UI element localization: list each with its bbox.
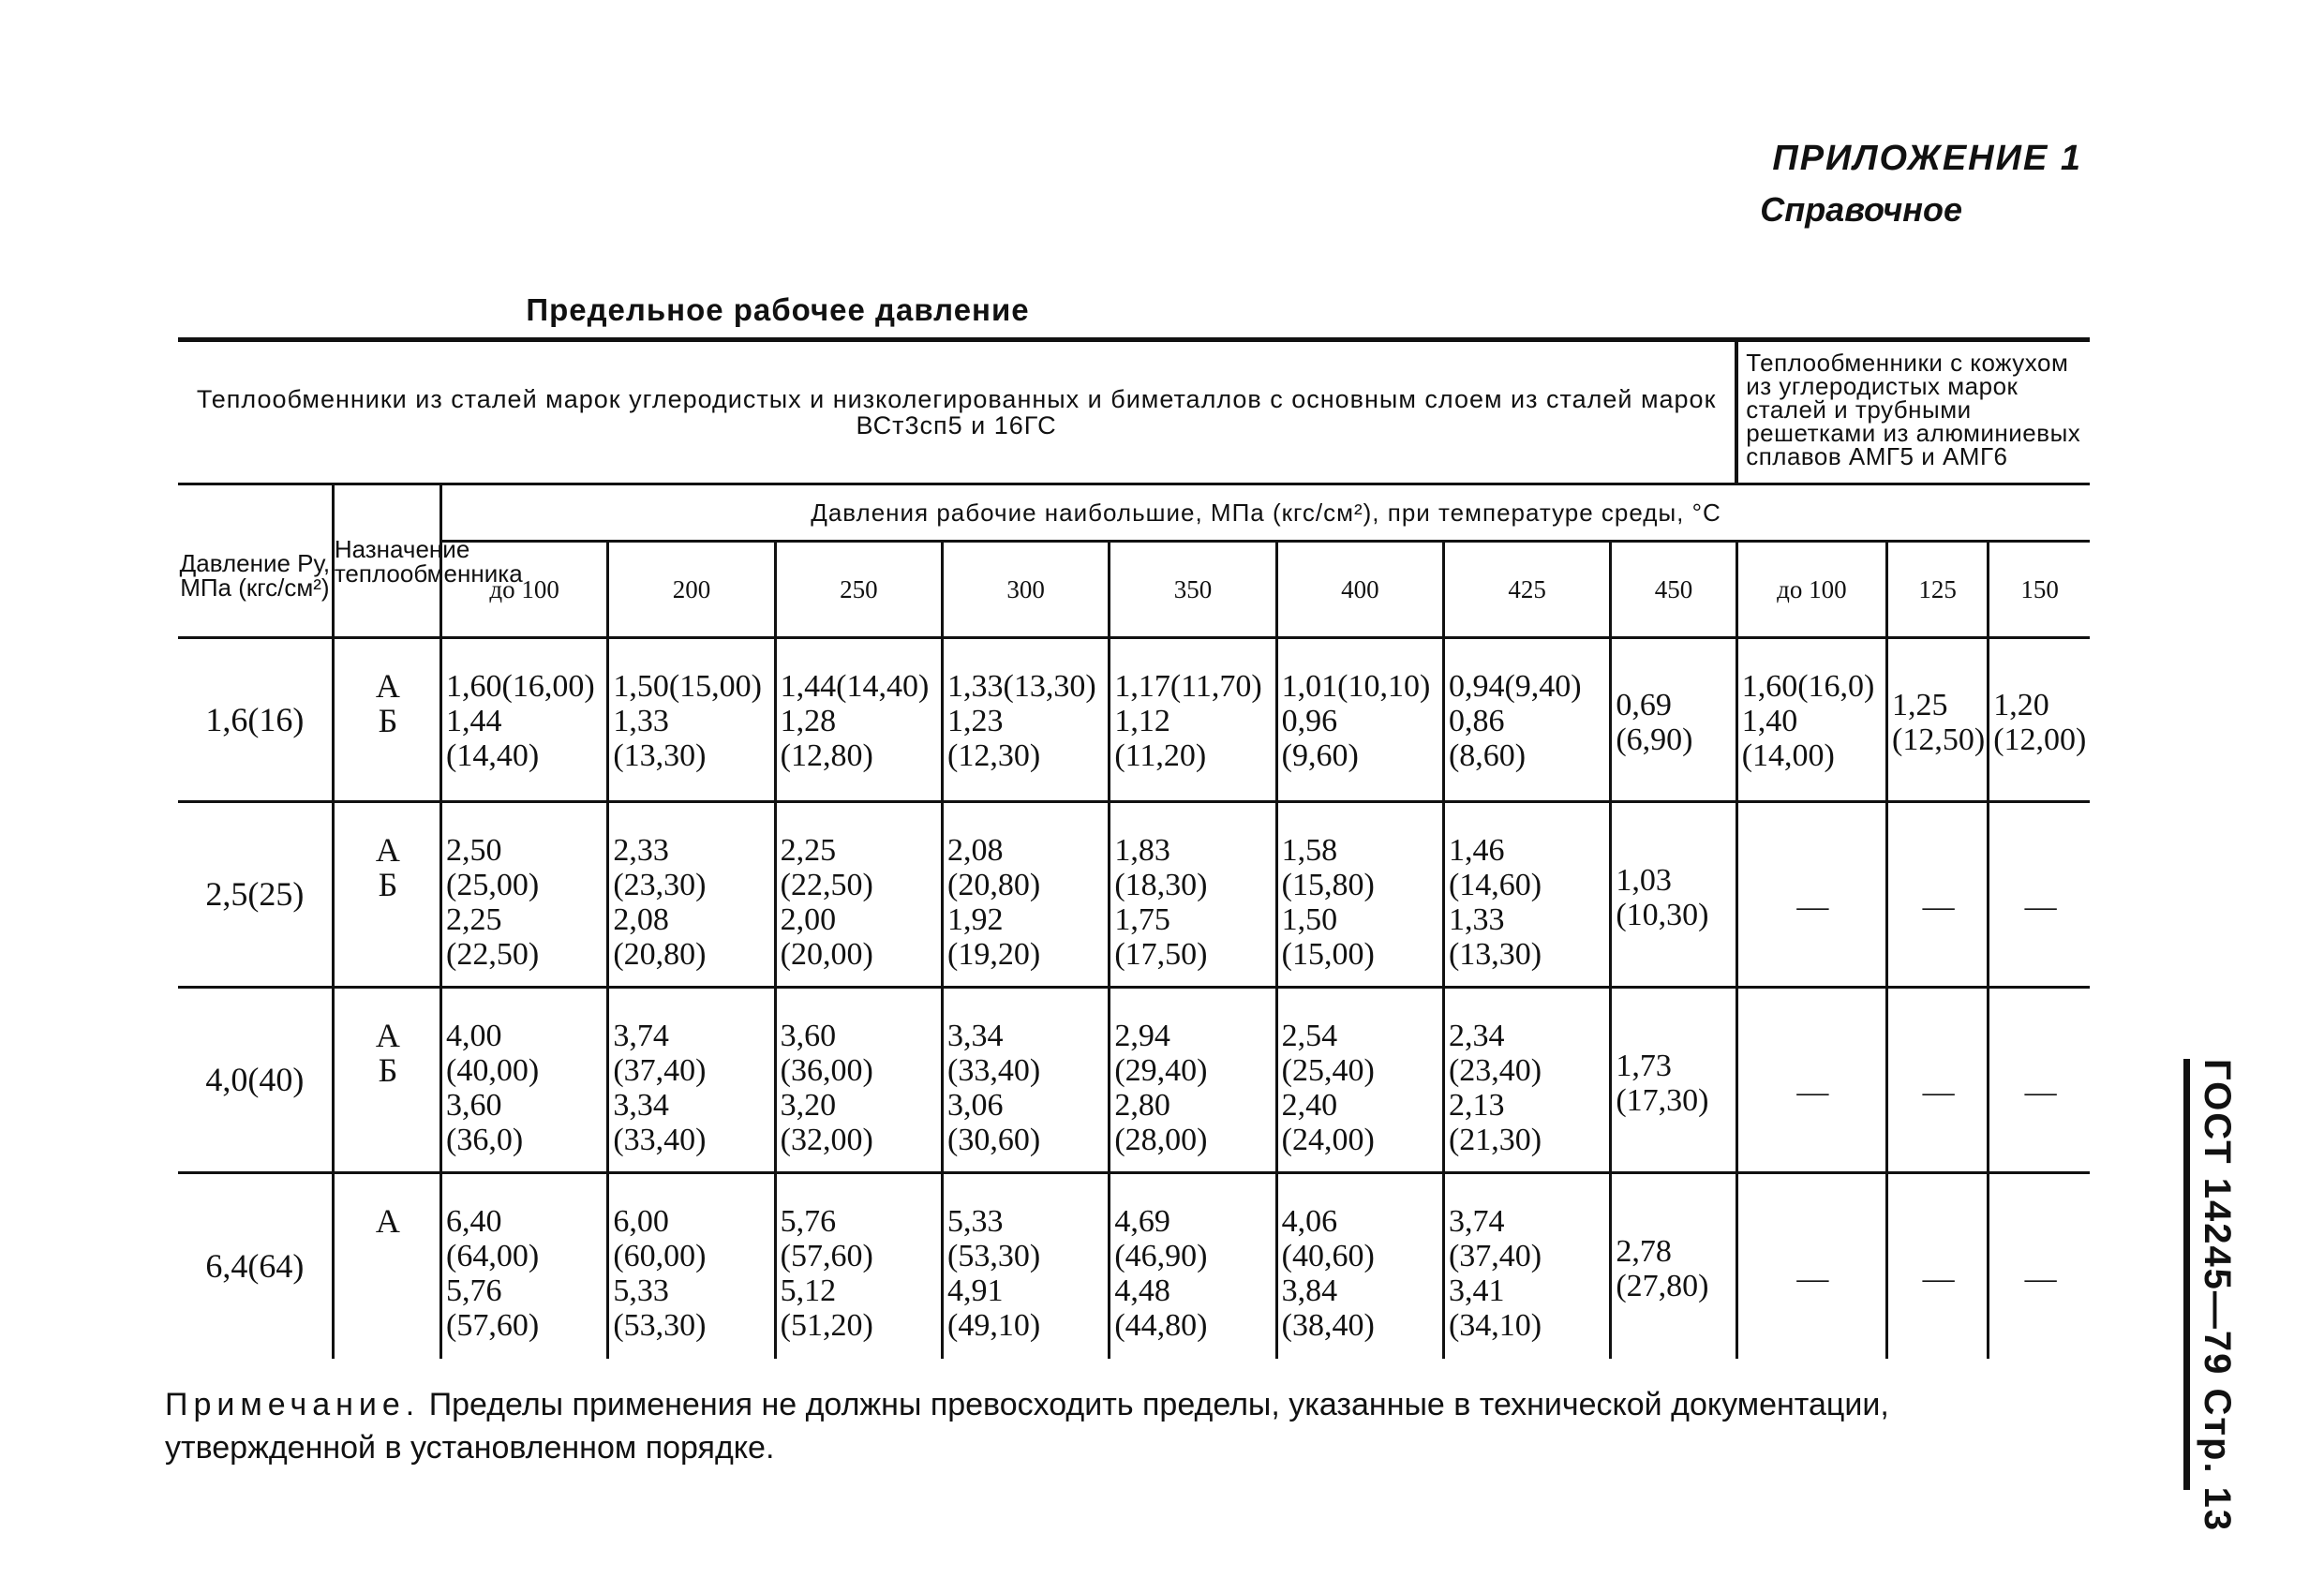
- span-header-row: [178, 484, 2090, 542]
- temp-header: 250: [775, 542, 942, 638]
- table-cell: 2,78 (27,80): [1611, 1173, 1736, 1359]
- table-cell: —: [1887, 802, 1989, 988]
- purpose-header: Назначение теплообменника: [333, 484, 440, 638]
- temp-header: 400: [1276, 542, 1443, 638]
- appendix-heading: [1760, 139, 2082, 230]
- table-cell: 0,69 (6,90): [1611, 638, 1736, 802]
- group1-header: Теплообменники из сталей марок углеродистых и низколегированных и биметаллов с основным слоем из сталей марок ВСт3сп5 и 16ГС: [178, 340, 1736, 484]
- note-text: Пределы применения не должны превосходить пределы, указанные в технической документации, утвержденной в установленном порядке.: [165, 1387, 1889, 1466]
- temp-header: 150: [1989, 542, 2090, 638]
- side-rule: [2183, 1059, 2190, 1490]
- side-label: [2183, 1059, 2238, 1533]
- table-row: [178, 802, 2090, 988]
- table-cell: 2,33 (23,30) 2,08 (20,80): [608, 802, 775, 988]
- row-pressure: 2,5(25): [178, 802, 333, 988]
- temp-header: 125: [1887, 542, 1989, 638]
- temp-header: 450: [1611, 542, 1736, 638]
- table-cell: 1,33(13,30) 1,23 (12,30): [943, 638, 1110, 802]
- table-row: [178, 1173, 2090, 1359]
- appendix-title: ПРИЛОЖЕНИЕ 1: [1772, 139, 2082, 178]
- group2-header: Теплообменники с кожухом из углеродистых марок сталей и трубными решетками из алюминиевых сплавов АМГ5 и АМГ6: [1736, 340, 2090, 484]
- table-cell: 1,60(16,00) 1,44 (14,40): [441, 638, 608, 802]
- table-cell: 3,74 (37,40) 3,41 (34,10): [1443, 1173, 1610, 1359]
- table-cell: 4,06 (40,60) 3,84 (38,40): [1276, 1173, 1443, 1359]
- temp-header: до 100: [1736, 542, 1886, 638]
- table-cell: —: [1989, 988, 2090, 1173]
- table-cell: —: [1887, 988, 1989, 1173]
- table-cell: 2,25 (22,50) 2,00 (20,00): [775, 802, 942, 988]
- note-lead: Примечание.: [165, 1387, 421, 1422]
- table-cell: 6,40 (64,00) 5,76 (57,60): [441, 1173, 608, 1359]
- table-cell: 3,60 (36,00) 3,20 (32,00): [775, 988, 942, 1173]
- table-cell: 1,83 (18,30) 1,75 (17,50): [1110, 802, 1276, 988]
- group-header-row: [178, 340, 2090, 484]
- row-pressure: 6,4(64): [205, 1246, 305, 1285]
- table-cell: —: [1989, 802, 2090, 988]
- table-cell: 4,69 (46,90) 4,48 (44,80): [1110, 1173, 1276, 1359]
- table-cell: 5,33 (53,30) 4,91 (49,10): [943, 1173, 1110, 1359]
- temp-header: 300: [943, 542, 1110, 638]
- pressure-table: [178, 337, 2090, 1359]
- table-cell: 2,54 (25,40) 2,40 (24,00): [1276, 988, 1443, 1173]
- temp-header: до 100: [441, 542, 608, 638]
- row-pressure: 1,6(16): [178, 638, 333, 802]
- table-cell: 1,17(11,70) 1,12 (11,20): [1110, 638, 1276, 802]
- table-row: [178, 638, 2090, 802]
- table-cell: —: [1989, 1173, 2090, 1359]
- row-pressure: 4,0(40): [178, 988, 333, 1173]
- pressure-header: Давление Pу, МПа (кгс/см²): [178, 484, 333, 638]
- table-cell: 1,58 (15,80) 1,50 (15,00): [1276, 802, 1443, 988]
- table-cell: 1,20 (12,00): [1989, 638, 2090, 802]
- table-cell: 3,74 (37,40) 3,34 (33,40): [608, 988, 775, 1173]
- table-note: [165, 1383, 2095, 1469]
- temp-header: 350: [1110, 542, 1276, 638]
- temp-header: 200: [608, 542, 775, 638]
- table-cell: 1,60(16,0) 1,40 (14,00): [1736, 638, 1886, 802]
- table-cell: 3,34 (33,40) 3,06 (30,60): [943, 988, 1110, 1173]
- standard-page-label: ГОСТ 14245—79 Стр. 13: [2197, 1059, 2238, 1533]
- table-cell: —: [1736, 988, 1886, 1173]
- table-cell: 2,08 (20,80) 1,92 (19,20): [943, 802, 1110, 988]
- row-purpose: А Б: [333, 638, 440, 802]
- table-cell: 2,34 (23,40) 2,13 (21,30): [1443, 988, 1610, 1173]
- table-cell: 1,03 (10,30): [1611, 802, 1736, 988]
- row-purpose: А: [333, 1173, 440, 1359]
- table-row: [178, 988, 2090, 1173]
- table-cell: 6,00 (60,00) 5,33 (53,30): [608, 1173, 775, 1359]
- appendix-subtitle: Справочное: [1760, 190, 1962, 229]
- table-cell: 1,44(14,40) 1,28 (12,80): [775, 638, 942, 802]
- table-title: Предельное рабочее давление: [526, 292, 1030, 327]
- table-cell: —: [1736, 1173, 1886, 1359]
- row-purpose: А Б: [333, 802, 440, 988]
- table-cell: 2,94 (29,40) 2,80 (28,00): [1110, 988, 1276, 1173]
- table-body: [178, 340, 2090, 1359]
- table-cell: —: [1736, 802, 1886, 988]
- table-cell: 1,73 (17,30): [1611, 988, 1736, 1173]
- table-cell: 5,76 (57,60) 5,12 (51,20): [775, 1173, 942, 1359]
- table-cell: 4,00 (40,00) 3,60 (36,0): [441, 988, 608, 1173]
- table-cell: 1,46 (14,60) 1,33 (13,30): [1443, 802, 1610, 988]
- table-cell: 1,01(10,10) 0,96 (9,60): [1276, 638, 1443, 802]
- temp-header: 425: [1443, 542, 1610, 638]
- table-cell: 1,50(15,00) 1,33 (13,30): [608, 638, 775, 802]
- table-cell: 1,25 (12,50): [1887, 638, 1989, 802]
- row-purpose: А Б: [333, 988, 440, 1173]
- table-cell: 2,50 (25,00) 2,25 (22,50): [441, 802, 608, 988]
- table-cell: 0,94(9,40) 0,86 (8,60): [1443, 638, 1610, 802]
- table-cell: —: [1887, 1173, 1989, 1359]
- span-header: Давления рабочие наибольшие, МПа (кгс/см²), при температуре среды, °С: [441, 484, 2090, 542]
